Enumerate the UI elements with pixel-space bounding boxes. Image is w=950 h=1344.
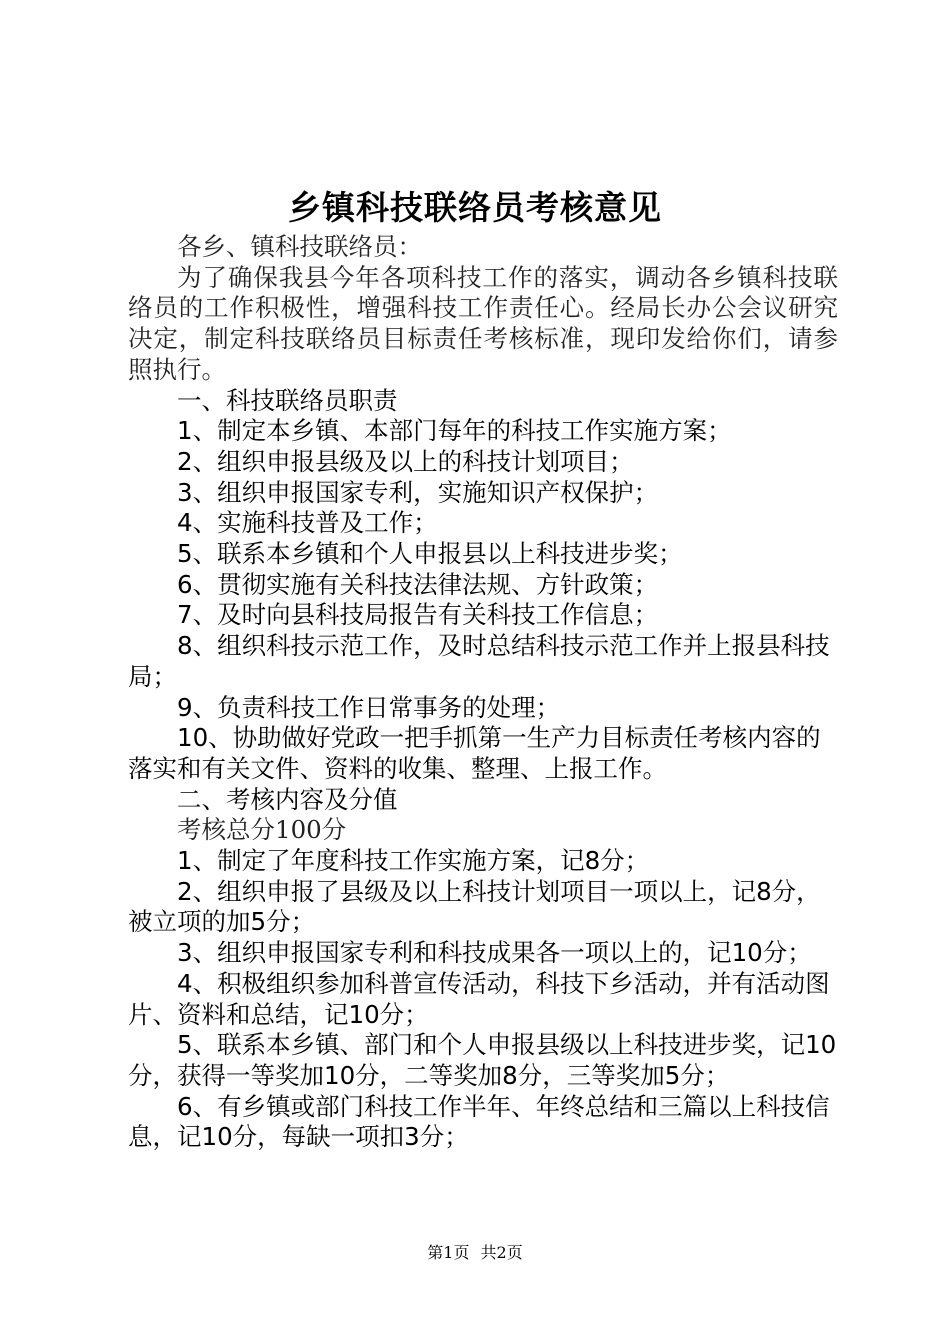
duty-item: 4、实施科技普及工作； <box>177 508 438 538</box>
duty-item: 5、联系本乡镇和个人申报县以上科技进步奖； <box>177 539 683 569</box>
section-heading-scoring: 二、考核内容及分值 <box>177 784 398 814</box>
page-number-current: 第1页 <box>427 1243 470 1262</box>
duty-item: 2、组织申报县级及以上的科技计划项目； <box>177 446 634 476</box>
duty-item: 7、及时向县科技局报告有关科技工作信息； <box>177 600 659 630</box>
duty-item: 1、制定本乡镇、本部门每年的科技工作实施方案； <box>177 416 732 446</box>
greeting: 各乡、镇科技联络员： <box>177 232 422 261</box>
duty-item: 9、负责科技工作日常事务的处理； <box>177 692 561 722</box>
intro-paragraph: 为了确保我县今年各项科技工作的落实，调动各乡镇科技联络员的工作积极性，增强科技工作责任心。经局长办公会议研究决定，制定科技联络员目标责任考核标准，现印发给你们，请参照执行。 <box>128 262 838 384</box>
section-heading-duties: 一、科技联络员职责 <box>177 385 398 415</box>
scoring-item: 4、积极组织参加科普宣传活动，科技下乡活动，并有活动图片、资料和总结，记10分； <box>128 968 830 1029</box>
total-score-line: 考核总分100分 <box>177 815 347 845</box>
page-number-total: 共2页 <box>480 1243 523 1262</box>
scoring-item: 5、联系本乡镇、部门和个人申报县级以上科技进步奖，记10分，获得一等奖加10分，二等奖加8分，三等奖加5分； <box>128 1030 837 1090</box>
duty-item: 3、组织申报国家专利，实施知识产权保护； <box>177 477 659 507</box>
document-title: 乡镇科技联络员考核意见 <box>288 188 662 227</box>
scoring-item: 1、制定了年度科技工作实施方案，记8分； <box>177 846 650 876</box>
scoring-item: 6、有乡镇或部门科技工作半年、年终总结和三篇以上科技信息，记10分，每缺一项扣3分； <box>128 1091 830 1152</box>
duty-item: 6、贯彻实施有关科技法律法规、方针政策； <box>177 569 659 599</box>
page-footer <box>0 1242 950 1264</box>
scoring-item: 2、组织申报了县级及以上科技计划项目一项以上，记8分，被立项的加5分； <box>128 876 821 937</box>
duty-item: 10、协助做好党政一把手抓第一生产力目标责任考核内容的落实和有关文件、资料的收集、整理、上报工作。 <box>128 723 821 783</box>
duty-item: 8、组织科技示范工作，及时总结科技示范工作并上报县科技局； <box>128 631 830 691</box>
document-body <box>128 232 838 1153</box>
scoring-item: 3、组织申报国家专利和科技成果各一项以上的，记10分； <box>177 938 812 968</box>
